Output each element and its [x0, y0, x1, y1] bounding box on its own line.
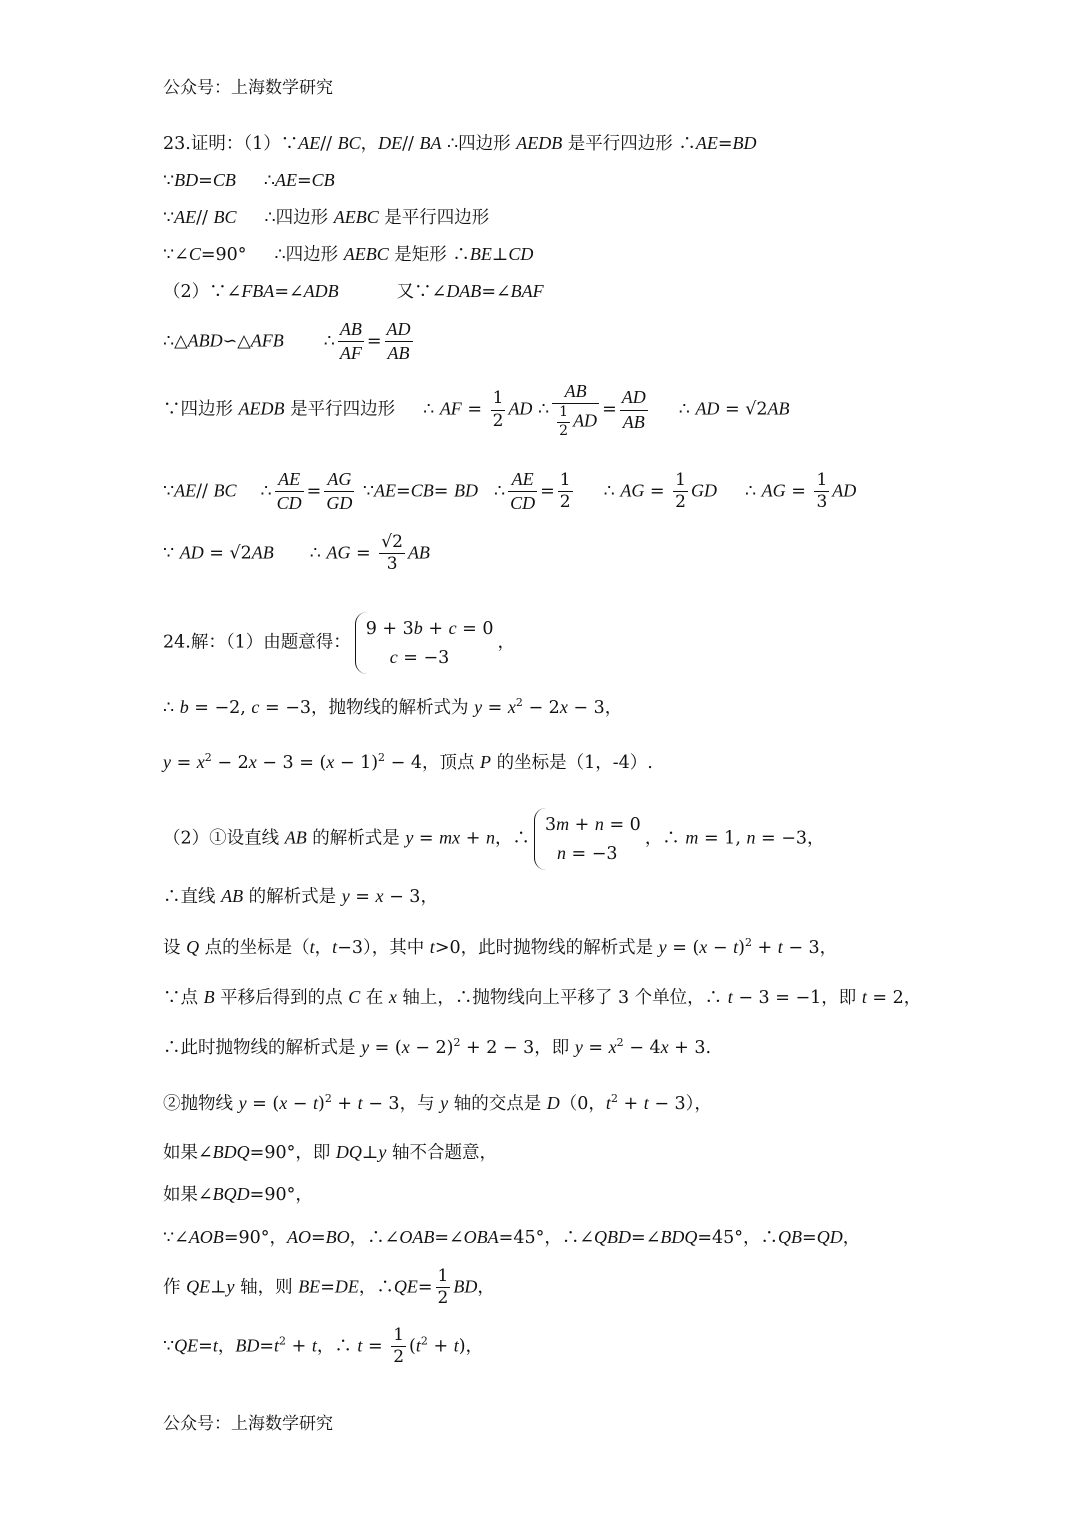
line-24-6: 设 Q 点的坐标是（t，t−3），其中 t>0，此时抛物线的解析式是 $y = (x - t)^2 + t - 3$，: [163, 936, 838, 958]
line-24-8: ∴此时抛物线的解析式是 $y = (x - 2)^2 + 2 - 3$，即 $y = x^2 - 4x + 3$.: [163, 1036, 712, 1058]
line-24-12: ∵∠AOB=90°，AO=BO，∴∠OAB=∠OBA=45°，∴∠QBD=∠BDQ=45°，∴QB=QD，: [163, 1227, 861, 1248]
page-footer: 公众号：上海数学研究: [163, 1414, 333, 1434]
line-23-6: ∴△ABD∽△AFB ∴ $\frac{AB}{AF}$ = $\frac{AD}{AB}$: [163, 319, 411, 364]
line-23-1: 23.证明：（1）∵AE// BC，DE// BA ∴四边形 AEDB 是平行四边形 ∴AE=BD: [163, 133, 757, 154]
line-24-10: 如果∠BDQ=90°，即 DQ⊥y 轴不合题意，: [163, 1142, 497, 1163]
line-24-11: 如果∠BQD=90°，: [163, 1184, 313, 1205]
line-24-3: $y = x^2 - 2x - 3 = (x - 1)^2 - 4$，顶点 P 的坐标是（1，-4）.: [163, 751, 653, 773]
line-23-7: ∵四边形 AEDB 是平行四边形 ∴ AF = $\frac{1}{2}$ AD ∴ AB $\frac{1}{2}$ AD = $\frac{AD}{AB}$ ∴ AD = √2AB: [163, 381, 790, 439]
line-24-7: ∵点 B 平移后得到的点 C 在 x 轴上，∴抛物线向上平移了 3 个单位，∴ t − 3 = −1，即 t = 2，: [163, 987, 922, 1008]
line-23-8: ∵AE// BC ∴ $\frac{AE}{CD}$ = $\frac{AG}{GD}$ ∵AE=CB= BD ∴ $\frac{AE}{CD}$ = $\frac{1}{2}$ ∴ AG = $\frac{1}{2}$ GD ∴ AG = $\frac{1}{3}$ AD: [163, 469, 857, 514]
line-24-13: 作 QE⊥y 轴，则 BE=DE，∴QE= $\frac{1}{2}$ BD，: [163, 1266, 495, 1309]
line-23-5: （2）∵∠FBA=∠ADB 又∵∠DAB=∠BAF: [163, 281, 544, 302]
line-23-9: ∵ AD = √2AB ∴ AG = $\frac{√2}{3}$ AB: [163, 532, 430, 575]
line-24-2: ∴ b = −2, c = −3，抛物线的解析式为 $y = x^2 - 2x - 3$，: [163, 696, 623, 718]
line-24-9: ②抛物线 $y = (x - t)^2 + t - 3$，与 y 轴的交点是 D（0，$t^2 + t - 3$），: [163, 1092, 712, 1114]
line-24-5: ∴直线 AB 的解析式是 y = x − 3，: [163, 886, 438, 907]
line-23-4: ∵∠C=90° ∴四边形 AEBC 是矩形 ∴BE⊥CD: [163, 244, 534, 265]
line-24-14: ∵QE=t，$BD=t^2 + t$，∴ t = $\frac{1}{2}$ $(t^2 + t)$，: [163, 1325, 484, 1368]
line-23-2: ∵BD=CB ∴AE=CB: [163, 170, 335, 191]
line-24-4: （2）①设直线 AB 的解析式是 y = mx + n，∴ 3m + n = 0 n = −3 ，∴ m = 1, n = −3，: [163, 808, 825, 870]
line-23-3: ∵AE// BC ∴四边形 AEBC 是平行四边形: [163, 207, 490, 228]
line-24-1: 24.解：（1）由题意得： 9 + 3b + c = 0 c = −3 ，: [163, 612, 515, 674]
page-header: 公众号：上海数学研究: [163, 78, 333, 98]
